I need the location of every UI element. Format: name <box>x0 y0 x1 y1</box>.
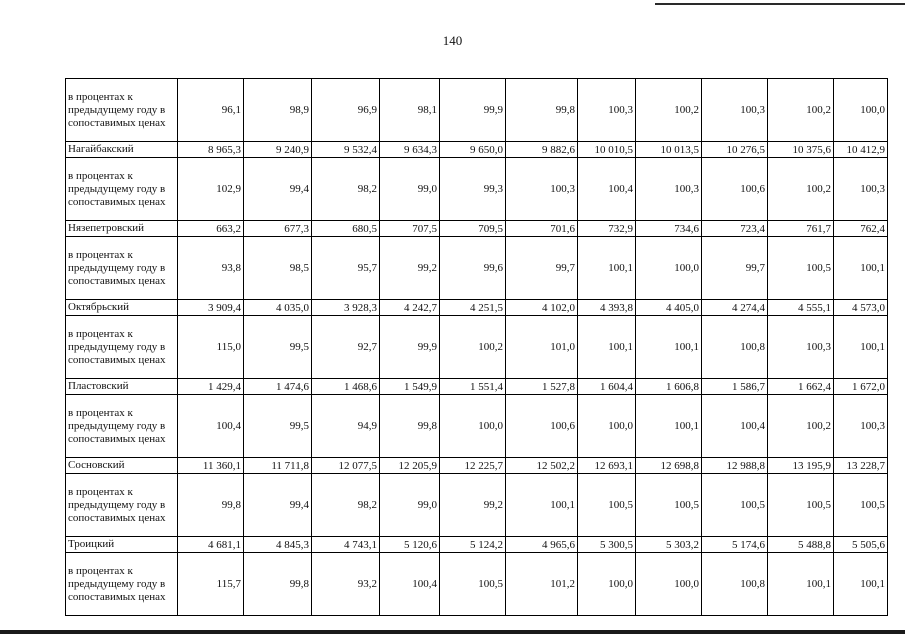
value-cell: 663,2 <box>178 221 244 237</box>
value-cell: 4 405,0 <box>636 300 702 316</box>
value-cell: 100,3 <box>636 158 702 221</box>
value-cell: 11 360,1 <box>178 458 244 474</box>
data-table <box>65 78 888 616</box>
value-cell: 9 240,9 <box>244 142 312 158</box>
value-cell: 762,4 <box>834 221 888 237</box>
value-cell: 100,3 <box>506 158 578 221</box>
value-cell: 100,4 <box>178 395 244 458</box>
value-cell: 100,0 <box>834 79 888 142</box>
value-cell: 12 205,9 <box>380 458 440 474</box>
district-name: Октябрьский <box>66 300 178 316</box>
value-cell: 100,2 <box>768 79 834 142</box>
value-cell: 93,2 <box>312 553 380 616</box>
value-cell: 100,0 <box>636 553 702 616</box>
bottom-rule <box>0 630 905 634</box>
value-cell: 100,3 <box>834 158 888 221</box>
value-cell: 100,1 <box>768 553 834 616</box>
value-cell: 1 604,4 <box>578 379 636 395</box>
district-row <box>66 458 888 474</box>
value-cell: 93,8 <box>178 237 244 300</box>
value-cell: 115,7 <box>178 553 244 616</box>
value-cell: 677,3 <box>244 221 312 237</box>
value-cell: 3 909,4 <box>178 300 244 316</box>
percent-label: в процентах к предыдущему году в сопоставимых ценах <box>66 79 178 142</box>
percent-label: в процентах к предыдущему году в сопоставимых ценах <box>66 158 178 221</box>
value-cell: 100,8 <box>702 553 768 616</box>
value-cell: 99,6 <box>440 237 506 300</box>
value-cell: 99,5 <box>244 316 312 379</box>
value-cell: 734,6 <box>636 221 702 237</box>
value-cell: 99,5 <box>244 395 312 458</box>
top-rule <box>655 3 905 5</box>
value-cell: 100,5 <box>768 237 834 300</box>
value-cell: 9 634,3 <box>380 142 440 158</box>
value-cell: 99,4 <box>244 158 312 221</box>
value-cell: 92,7 <box>312 316 380 379</box>
value-cell: 100,4 <box>380 553 440 616</box>
value-cell: 4 393,8 <box>578 300 636 316</box>
value-cell: 99,7 <box>702 237 768 300</box>
value-cell: 9 882,6 <box>506 142 578 158</box>
value-cell: 1 551,4 <box>440 379 506 395</box>
value-cell: 1 672,0 <box>834 379 888 395</box>
page-number: 140 <box>442 33 463 48</box>
value-cell: 99,2 <box>440 474 506 537</box>
percent-row <box>66 553 888 616</box>
value-cell: 4 035,0 <box>244 300 312 316</box>
value-cell: 95,7 <box>312 237 380 300</box>
value-cell: 4 274,4 <box>702 300 768 316</box>
value-cell: 98,1 <box>380 79 440 142</box>
value-cell: 12 988,8 <box>702 458 768 474</box>
value-cell: 10 013,5 <box>636 142 702 158</box>
value-cell: 99,2 <box>380 237 440 300</box>
district-row <box>66 537 888 553</box>
value-cell: 10 276,5 <box>702 142 768 158</box>
district-name: Троицкий <box>66 537 178 553</box>
value-cell: 5 300,5 <box>578 537 636 553</box>
value-cell: 99,0 <box>380 474 440 537</box>
value-cell: 3 928,3 <box>312 300 380 316</box>
value-cell: 13 195,9 <box>768 458 834 474</box>
value-cell: 100,1 <box>834 237 888 300</box>
value-cell: 100,3 <box>768 316 834 379</box>
value-cell: 100,6 <box>506 395 578 458</box>
percent-label: в процентах к предыдущему году в сопоставимых ценах <box>66 474 178 537</box>
value-cell: 12 693,1 <box>578 458 636 474</box>
value-cell: 100,1 <box>834 553 888 616</box>
value-cell: 761,7 <box>768 221 834 237</box>
value-cell: 5 303,2 <box>636 537 702 553</box>
value-cell: 98,2 <box>312 474 380 537</box>
value-cell: 5 174,6 <box>702 537 768 553</box>
percent-row <box>66 158 888 221</box>
value-cell: 99,3 <box>440 158 506 221</box>
district-name: Сосновский <box>66 458 178 474</box>
value-cell: 680,5 <box>312 221 380 237</box>
value-cell: 100,2 <box>636 79 702 142</box>
value-cell: 709,5 <box>440 221 506 237</box>
value-cell: 11 711,8 <box>244 458 312 474</box>
percent-row <box>66 395 888 458</box>
value-cell: 4 681,1 <box>178 537 244 553</box>
value-cell: 12 077,5 <box>312 458 380 474</box>
value-cell: 100,5 <box>440 553 506 616</box>
percent-label: в процентах к предыдущему году в сопоставимых ценах <box>66 237 178 300</box>
value-cell: 732,9 <box>578 221 636 237</box>
value-cell: 98,5 <box>244 237 312 300</box>
value-cell: 100,1 <box>834 316 888 379</box>
value-cell: 4 555,1 <box>768 300 834 316</box>
value-cell: 100,4 <box>578 158 636 221</box>
value-cell: 100,5 <box>768 474 834 537</box>
district-name: Нагайбакский <box>66 142 178 158</box>
value-cell: 100,1 <box>578 237 636 300</box>
value-cell: 99,9 <box>380 316 440 379</box>
district-row <box>66 142 888 158</box>
value-cell: 100,1 <box>506 474 578 537</box>
value-cell: 5 488,8 <box>768 537 834 553</box>
value-cell: 4 845,3 <box>244 537 312 553</box>
percent-label: в процентах к предыдущему году в сопоставимых ценах <box>66 395 178 458</box>
value-cell: 99,4 <box>244 474 312 537</box>
value-cell: 100,8 <box>702 316 768 379</box>
value-cell: 100,0 <box>578 553 636 616</box>
value-cell: 100,0 <box>440 395 506 458</box>
value-cell: 1 662,4 <box>768 379 834 395</box>
value-cell: 1 468,6 <box>312 379 380 395</box>
value-cell: 99,0 <box>380 158 440 221</box>
value-cell: 115,0 <box>178 316 244 379</box>
value-cell: 10 010,5 <box>578 142 636 158</box>
percent-row <box>66 474 888 537</box>
district-row <box>66 379 888 395</box>
value-cell: 13 228,7 <box>834 458 888 474</box>
value-cell: 98,2 <box>312 158 380 221</box>
percent-label: в процентах к предыдущему году в сопоставимых ценах <box>66 316 178 379</box>
value-cell: 99,8 <box>178 474 244 537</box>
value-cell: 1 474,6 <box>244 379 312 395</box>
value-cell: 9 650,0 <box>440 142 506 158</box>
value-cell: 5 120,6 <box>380 537 440 553</box>
value-cell: 100,5 <box>578 474 636 537</box>
value-cell: 100,4 <box>702 395 768 458</box>
value-cell: 100,5 <box>636 474 702 537</box>
table-body <box>66 79 888 616</box>
value-cell: 101,0 <box>506 316 578 379</box>
value-cell: 96,1 <box>178 79 244 142</box>
value-cell: 100,1 <box>578 316 636 379</box>
value-cell: 99,8 <box>506 79 578 142</box>
value-cell: 4 573,0 <box>834 300 888 316</box>
value-cell: 100,3 <box>578 79 636 142</box>
value-cell: 102,9 <box>178 158 244 221</box>
district-name: Пластовский <box>66 379 178 395</box>
value-cell: 100,5 <box>702 474 768 537</box>
value-cell: 12 698,8 <box>636 458 702 474</box>
value-cell: 723,4 <box>702 221 768 237</box>
value-cell: 701,6 <box>506 221 578 237</box>
value-cell: 10 412,9 <box>834 142 888 158</box>
value-cell: 1 586,7 <box>702 379 768 395</box>
value-cell: 10 375,6 <box>768 142 834 158</box>
percent-row <box>66 316 888 379</box>
value-cell: 1 606,8 <box>636 379 702 395</box>
district-row <box>66 300 888 316</box>
value-cell: 1 429,4 <box>178 379 244 395</box>
value-cell: 707,5 <box>380 221 440 237</box>
value-cell: 100,3 <box>702 79 768 142</box>
value-cell: 100,2 <box>440 316 506 379</box>
value-cell: 4 242,7 <box>380 300 440 316</box>
value-cell: 99,8 <box>244 553 312 616</box>
value-cell: 1 527,8 <box>506 379 578 395</box>
district-row <box>66 221 888 237</box>
value-cell: 100,6 <box>702 158 768 221</box>
value-cell: 100,5 <box>834 474 888 537</box>
value-cell: 101,2 <box>506 553 578 616</box>
value-cell: 12 502,2 <box>506 458 578 474</box>
percent-row <box>66 237 888 300</box>
value-cell: 99,8 <box>380 395 440 458</box>
percent-label: в процентах к предыдущему году в сопоставимых ценах <box>66 553 178 616</box>
value-cell: 100,3 <box>834 395 888 458</box>
value-cell: 4 743,1 <box>312 537 380 553</box>
value-cell: 98,9 <box>244 79 312 142</box>
district-name: Нязепетровский <box>66 221 178 237</box>
value-cell: 4 251,5 <box>440 300 506 316</box>
value-cell: 9 532,4 <box>312 142 380 158</box>
value-cell: 5 505,6 <box>834 537 888 553</box>
value-cell: 100,0 <box>636 237 702 300</box>
value-cell: 4 102,0 <box>506 300 578 316</box>
value-cell: 4 965,6 <box>506 537 578 553</box>
value-cell: 100,2 <box>768 158 834 221</box>
value-cell: 99,9 <box>440 79 506 142</box>
value-cell: 100,1 <box>636 395 702 458</box>
value-cell: 8 965,3 <box>178 142 244 158</box>
value-cell: 94,9 <box>312 395 380 458</box>
value-cell: 5 124,2 <box>440 537 506 553</box>
value-cell: 100,1 <box>636 316 702 379</box>
value-cell: 96,9 <box>312 79 380 142</box>
value-cell: 99,7 <box>506 237 578 300</box>
value-cell: 12 225,7 <box>440 458 506 474</box>
percent-row <box>66 79 888 142</box>
value-cell: 1 549,9 <box>380 379 440 395</box>
value-cell: 100,0 <box>578 395 636 458</box>
value-cell: 100,2 <box>768 395 834 458</box>
